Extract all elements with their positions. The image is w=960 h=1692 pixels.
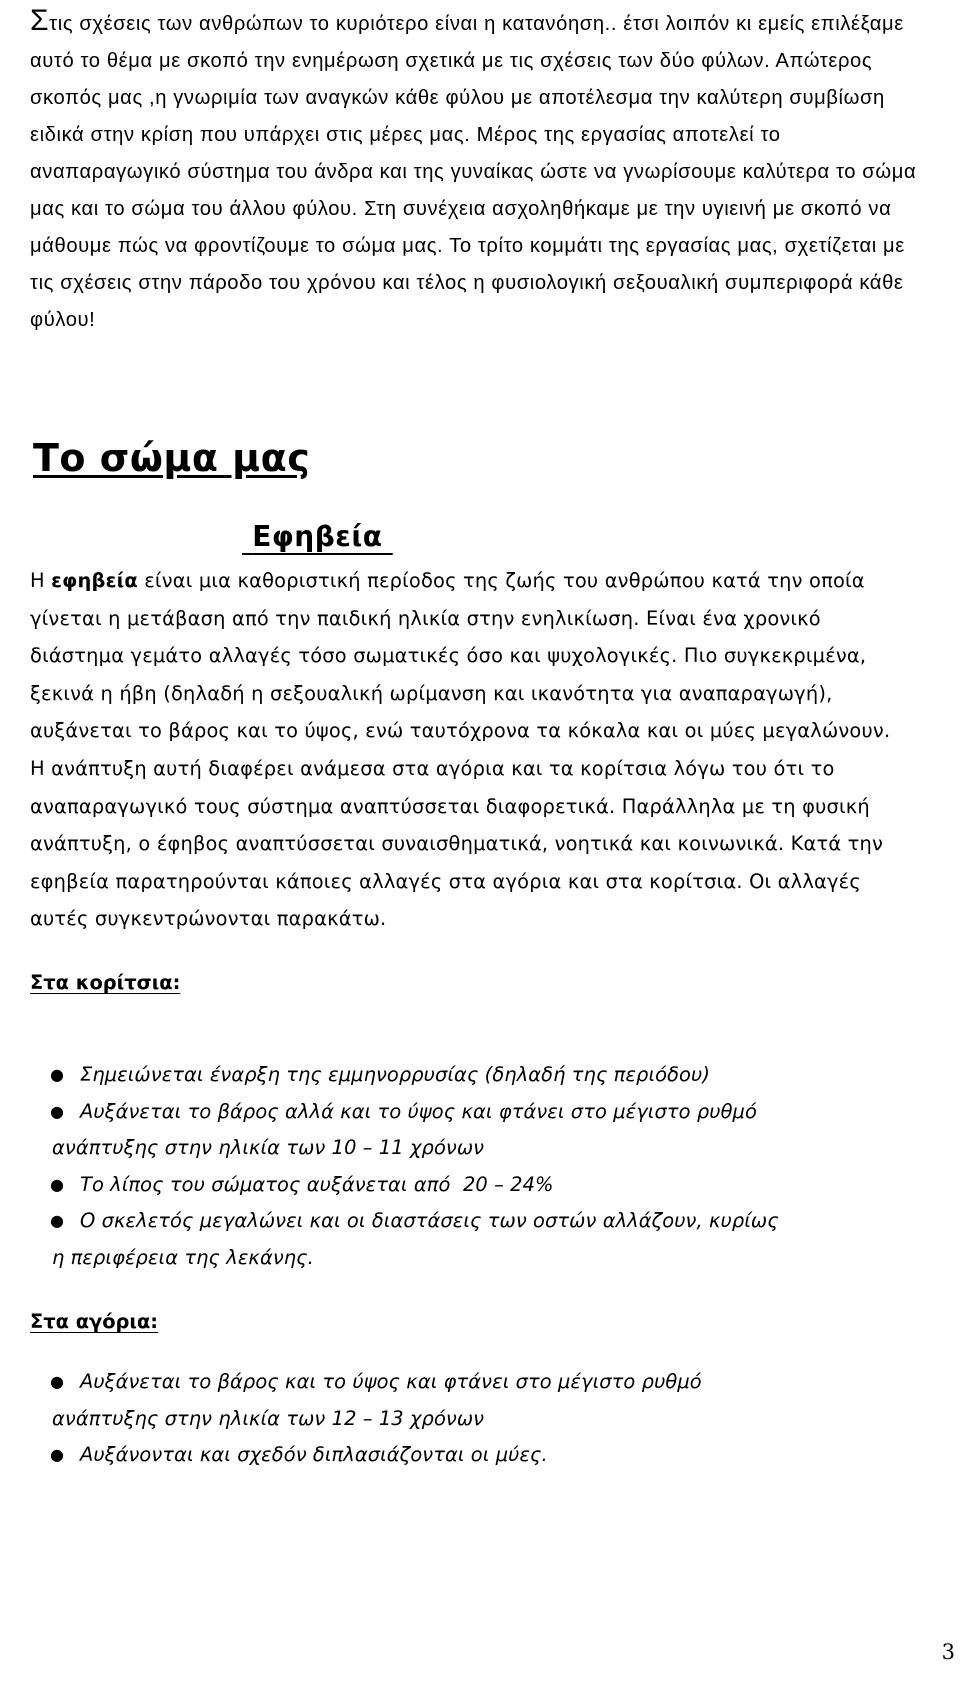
subsection-title [242,515,393,559]
list-item [0,1094,900,1167]
boys-list [0,1364,900,1474]
girls-list [0,1057,900,1276]
bullet-icon: ● [50,1065,65,1084]
list-item [0,1364,900,1437]
subsection-title-pad-right [383,520,393,553]
subsection-title-pad-left [242,520,252,553]
list-item [0,1167,900,1204]
list-item-text: Αυξάνεται το βάρος και το ύψος και φτάνει στο μέγιστο ρυθμό [80,1370,702,1393]
list-item [0,1057,900,1094]
bullet-icon: ● [50,1174,65,1194]
list-item-text-cont: η περιφέρεια της λεκάνης. [52,1245,314,1269]
adolescence-paragraph [30,562,910,938]
girls-heading: Στα κορίτσια: [30,971,181,994]
list-item-text-cont: ανάπτυξης στην ηλικία των 12 – 13 χρόνων [52,1406,485,1430]
adolescence-text: είναι μια καθοριστική περίοδος της ζωής του ανθρώπου κατά την οποία γίνεται η μετάβαση από την παιδική ηλικία στην ενηλικίωση. Είναι ένα χρονικό διάστημα γεμάτο αλλαγές τόσο σωματικές όσο και ψυχολογικές. Πιο συγκεκριμένα, ξεκινά η ήβη (δηλαδή η σεξουαλική ωρίμανση και ικανότητα για αναπαραγωγή), αυξάνεται το βάρος και το ύψος, ενώ ταυτόχρονα τα κόκαλα και οι μύες μεγαλώνουν. Η ανάπτυξη αυτή διαφέρει ανάμεσα στα αγόρια και τα κορίτσια λόγω του ότι το αναπαραγωγικό τους σύστημα αναπτύσσεται διαφορετικά. Παράλληλα με τη φυσική ανάπτυξη, ο έφηβος αναπτύσσεται συναισθηματικά, νοητικά και κοινωνικά. Κατά την εφηβεία παρατηρούνται κάποιες αλλαγές στα αγόρια και στα κορίτσια. Οι αλλαγές αυτές συγκεντρώνονται παρακάτω. [30,569,891,931]
list-item-text: Αυξάνεται το βάρος αλλά και το ύψος και φτάνει στο μέγιστο ρυθμό [80,1099,757,1123]
list-item-text: Ο σκελετός μεγαλώνει και οι διαστάσεις των οστών αλλάζουν, κυρίως [80,1209,779,1232]
list-item [0,1203,900,1276]
subsection-title-text: Εφηβεία [252,520,383,553]
bullet-icon: ● [50,1372,65,1391]
list-item-text: Το λίπος του σώματος αυξάνεται από 20 – 24% [80,1172,554,1196]
bullet-icon: ● [50,1445,65,1464]
boys-heading: Στα αγόρια: [30,1310,159,1333]
page-number: 3 [941,1640,955,1664]
adolescence-lead: Η [30,569,45,592]
intro-paragraph [30,6,920,339]
list-item [0,1437,900,1474]
bullet-icon: ● [50,1101,65,1121]
intro-text: τις σχέσεις των ανθρώπων το κυριότερο είναι η κατανόηση.. έτσι λοιπόν κι εμείς επιλέξαμε αυτό το θέμα με σκοπό την ενημέρωση σχετικά με τις σχέσεις των δύο φύλων. Απώτερος σκοπός μας ,η γνωριμία των αναγκών κάθε φύλου με αποτέλεσμα την καλύτερη συμβίωση ειδικά στην κρίση που υπάρχει στις μέρες μας. Μέρος της εργασίας αποτελεί το αναπαραγωγικό σύστημα του άνδρα και της γυναίκας ώστε να γνωρίσουμε καλύτερα το σώμα μας και το σώμα του άλλου φύλου. Στη συνέχεια ασχοληθήκαμε με την υγιεινή με σκοπό να μάθουμε πώς να φροντίζουμε το σώμα μας. Το τρίτο κομμάτι της εργασίας μας, σχετίζεται με τις σχέσεις στην πάροδο του χρόνου και τέλος η φυσιολογική σεξουαλική συμπεριφορά κάθε φύλου! [30,13,917,331]
intro-drop-letter: Σ [30,4,50,37]
list-item-text: Σημειώνεται έναρξη της εμμηνορρυσίας (δηλαδή της περιόδου) [80,1063,710,1086]
list-item-text-cont: ανάπτυξης στην ηλικία των 10 – 11 χρόνων [52,1136,485,1159]
adolescence-term: εφηβεία [51,569,138,592]
bullet-icon: ● [50,1211,65,1230]
list-item-text: Αυξάνονται και σχεδόν διπλασιάζονται οι μύες. [80,1443,548,1466]
section-title: Το σώμα μας [33,436,311,480]
